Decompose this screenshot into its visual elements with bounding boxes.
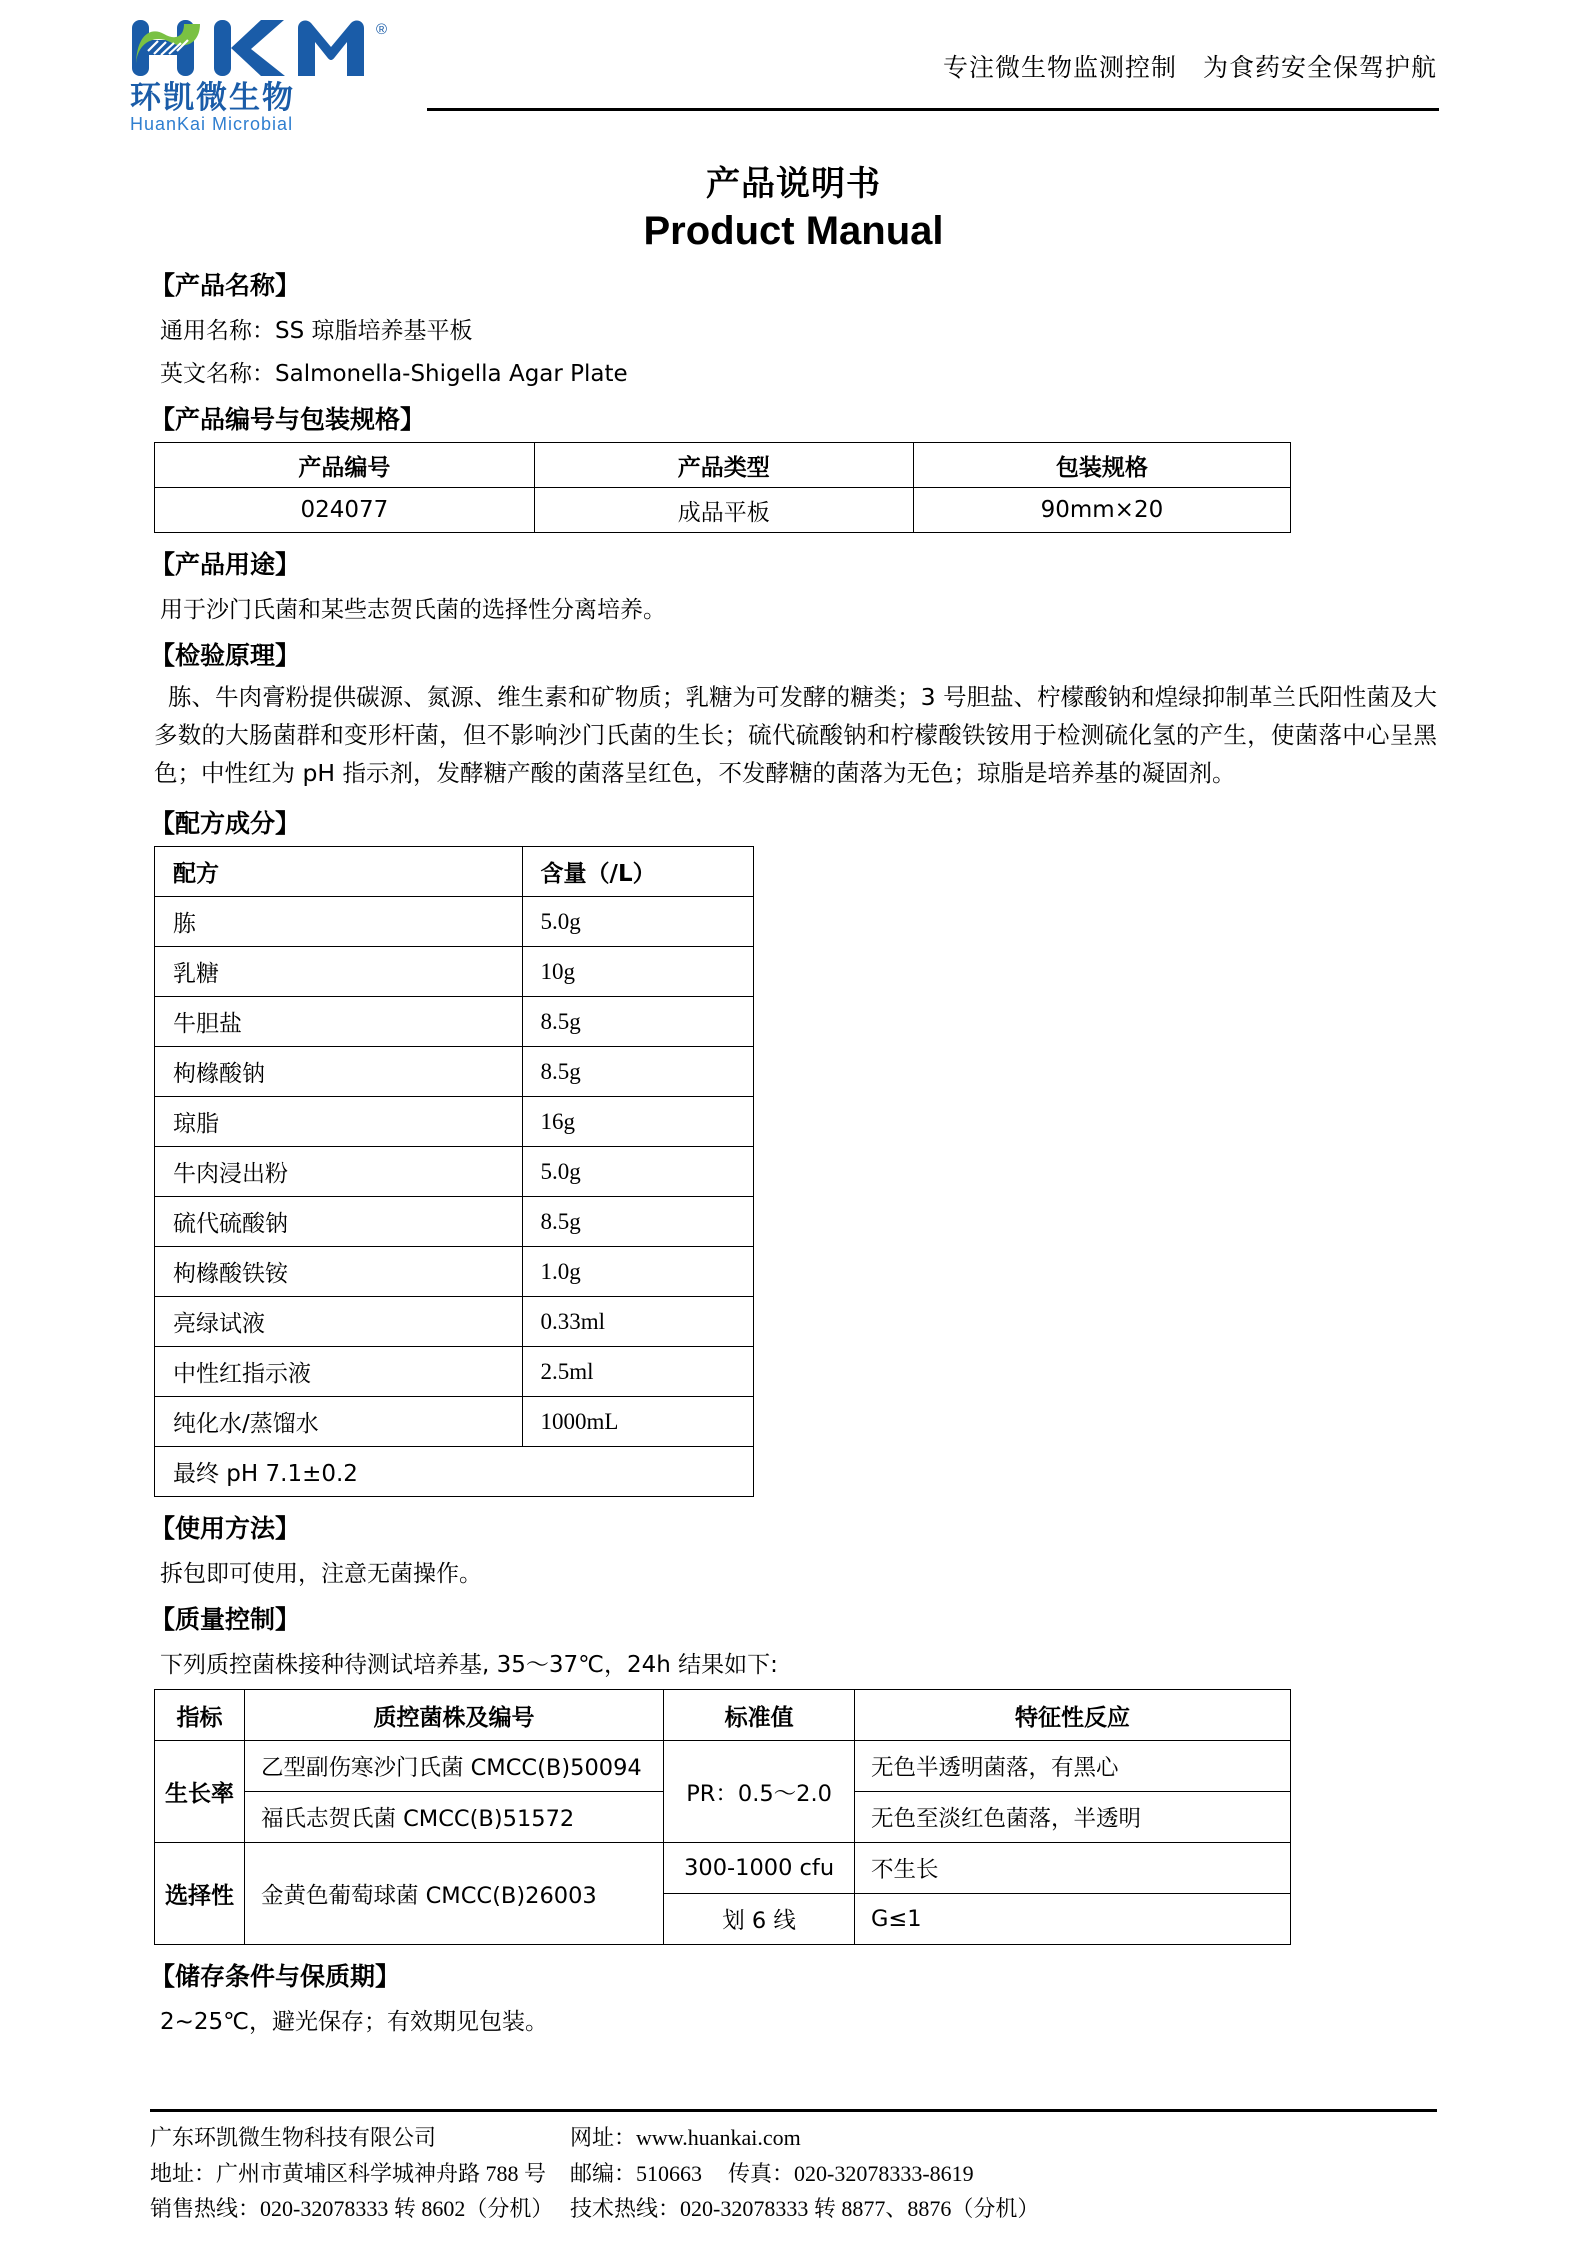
qc-standard: 划 6 线 — [664, 1894, 855, 1945]
formula-name: 胨 — [155, 897, 523, 947]
company-logo — [130, 18, 430, 134]
formula-amount: 8.5g — [522, 1197, 753, 1247]
qc-reaction: 无色至淡红色菌落，半透明 — [855, 1792, 1291, 1843]
qc-index: 选择性 — [155, 1843, 245, 1945]
formula-name: 琼脂 — [155, 1097, 523, 1147]
footer-company: 广东环凯微生物科技有限公司 — [150, 2125, 437, 2151]
table-row — [155, 997, 754, 1047]
qc-col-reaction: 特征性反应 — [855, 1690, 1291, 1741]
spec-value-type: 成品平板 — [534, 488, 913, 533]
footer-address: 地址：广州市黄埔区科学城神舟路 788 号 — [150, 2160, 547, 2186]
formula-final-ph: 最终 pH 7.1±0.2 — [155, 1447, 754, 1497]
formula-name: 牛胆盐 — [155, 997, 523, 1047]
page-title-en: Product Manual — [643, 209, 944, 253]
storage-text: 2~25℃，避光保存；有效期见包装。 — [160, 2009, 549, 2036]
section-heading-principle: 【检验原理】 — [150, 641, 301, 670]
formula-name: 亮绿试液 — [155, 1297, 523, 1347]
method-text: 拆包即可使用，注意无菌操作。 — [160, 1561, 482, 1588]
formula-amount: 10g — [522, 947, 753, 997]
footer-website: 网址：www.huankai.com — [570, 2125, 801, 2151]
table-row — [155, 1047, 754, 1097]
principle-text: 胨、牛肉膏粉提供碳源、氮源、维生素和矿物质；乳糖为可发酵的糖类；3 号胆盐、柠檬酸钠和煌绿抑制革兰氏阳性菌及大多数的大肠菌群和变形杆菌，但不影响沙门氏菌的生长；硫代硫酸钠和柠檬酸铁铵用于检测硫化氢的产生，使菌落中心呈黑色；中性红为 pH 指示剂，发酵糖产酸的菌落呈红色，不发酵糖的菌落为无色；琼脂是培养基的凝固剂。 — [154, 683, 1437, 788]
formula-col-amount: 含量（/L） — [522, 847, 753, 897]
qc-standard: 300-1000 cfu — [664, 1843, 855, 1894]
header-tagline: 专注微生物监测控制 为食药安全保驾护航 — [942, 53, 1437, 82]
table-row — [155, 897, 754, 947]
formula-amount: 16g — [522, 1097, 753, 1147]
footer-fax: 传真：020-32078333-8619 — [728, 2160, 974, 2186]
footer-tech-hotline: 技术热线：020-32078333 转 8877、8876（分机） — [570, 2196, 1040, 2222]
spec-value-pack: 90mm×20 — [913, 488, 1290, 533]
table-row — [155, 1843, 1291, 1894]
table-row — [155, 1097, 754, 1147]
page-footer — [150, 2109, 1437, 2227]
table-row-final-ph — [155, 1447, 754, 1497]
qc-strain: 福氏志贺氏菌 CMCC(B)51572 — [244, 1792, 663, 1843]
formula-amount: 5.0g — [522, 1147, 753, 1197]
svg-text:®: ® — [376, 21, 388, 38]
page-title-cn: 产品说明书 — [706, 164, 881, 204]
table-row — [155, 1397, 754, 1447]
logo-company-en: HuanKai Microbial — [130, 113, 294, 134]
table-row — [155, 488, 1291, 533]
english-name: 英文名称：Salmonella-Shigella Agar Plate — [160, 361, 628, 387]
formula-amount: 1000mL — [522, 1397, 753, 1447]
section-heading-quality-control: 【质量控制】 — [150, 1605, 301, 1635]
section-heading-usage: 【产品用途】 — [150, 550, 301, 579]
qc-col-index: 指标 — [155, 1690, 245, 1741]
formula-amount: 8.5g — [522, 997, 753, 1047]
formula-amount: 0.33ml — [522, 1297, 753, 1347]
footer-column-right — [570, 2120, 1437, 2227]
formula-name: 枸橼酸钠 — [155, 1047, 523, 1097]
qc-index: 生长率 — [155, 1741, 245, 1843]
section-heading-method: 【使用方法】 — [150, 1514, 301, 1544]
section-heading-product-name: 【产品名称】 — [150, 271, 301, 300]
page-header — [130, 0, 1437, 140]
table-row — [155, 1297, 754, 1347]
section-heading-storage: 【储存条件与保质期】 — [150, 1962, 401, 1992]
table-header-row — [155, 847, 754, 897]
spec-table — [154, 442, 1291, 533]
formula-name: 纯化水/蒸馏水 — [155, 1397, 523, 1447]
footer-column-left — [150, 2120, 570, 2227]
qc-strain: 乙型副伤寒沙门氏菌 CMCC(B)50094 — [244, 1741, 663, 1792]
table-header-row — [155, 443, 1291, 488]
quality-control-intro: 下列质控菌株接种待测试培养基, 35～37℃，24h 结果如下: — [160, 1652, 778, 1679]
header-divider — [427, 108, 1439, 111]
spec-col-code: 产品编号 — [155, 443, 535, 488]
table-row — [155, 1247, 754, 1297]
logo-company-cn: 环凯微生物 — [130, 80, 295, 116]
formula-name: 枸橼酸铁铵 — [155, 1247, 523, 1297]
formula-amount: 1.0g — [522, 1247, 753, 1297]
qc-reaction: G≤1 — [855, 1894, 1291, 1945]
formula-amount: 5.0g — [522, 897, 753, 947]
section-heading-spec: 【产品编号与包装规格】 — [150, 405, 426, 434]
spec-col-pack: 包装规格 — [913, 443, 1290, 488]
section-heading-formula: 【配方成分】 — [150, 809, 301, 839]
formula-amount: 2.5ml — [522, 1347, 753, 1397]
qc-col-standard: 标准值 — [664, 1690, 855, 1741]
spec-col-type: 产品类型 — [534, 443, 913, 488]
formula-name: 牛肉浸出粉 — [155, 1147, 523, 1197]
qc-strain: 金黄色葡萄球菌 CMCC(B)26003 — [244, 1843, 663, 1945]
table-row — [155, 1347, 754, 1397]
formula-name: 硫代硫酸钠 — [155, 1197, 523, 1247]
usage-text: 用于沙门氏菌和某些志贺氏菌的选择性分离培养。 — [160, 597, 666, 623]
table-header-row — [155, 1690, 1291, 1741]
generic-name: 通用名称：SS 琼脂培养基平板 — [160, 318, 473, 344]
formula-name: 乳糖 — [155, 947, 523, 997]
footer-divider — [150, 2109, 1437, 2112]
formula-name: 中性红指示液 — [155, 1347, 523, 1397]
formula-amount: 8.5g — [522, 1047, 753, 1097]
table-row — [155, 1741, 1291, 1792]
hkm-logo-icon — [130, 18, 400, 80]
qc-reaction: 不生长 — [855, 1843, 1291, 1894]
formula-col-name: 配方 — [155, 847, 523, 897]
quality-control-table — [154, 1689, 1291, 1945]
formula-table — [154, 846, 754, 1497]
qc-standard: PR：0.5～2.0 — [664, 1741, 855, 1843]
footer-sales-hotline: 销售热线：020-32078333 转 8602（分机） — [150, 2196, 554, 2222]
qc-col-strain: 质控菌株及编号 — [244, 1690, 663, 1741]
qc-reaction: 无色半透明菌落，有黑心 — [855, 1741, 1291, 1792]
spec-value-code: 024077 — [155, 488, 535, 533]
table-row — [155, 1147, 754, 1197]
table-row — [155, 1197, 754, 1247]
table-row — [155, 947, 754, 997]
footer-postcode: 邮编：510663 — [570, 2160, 703, 2186]
